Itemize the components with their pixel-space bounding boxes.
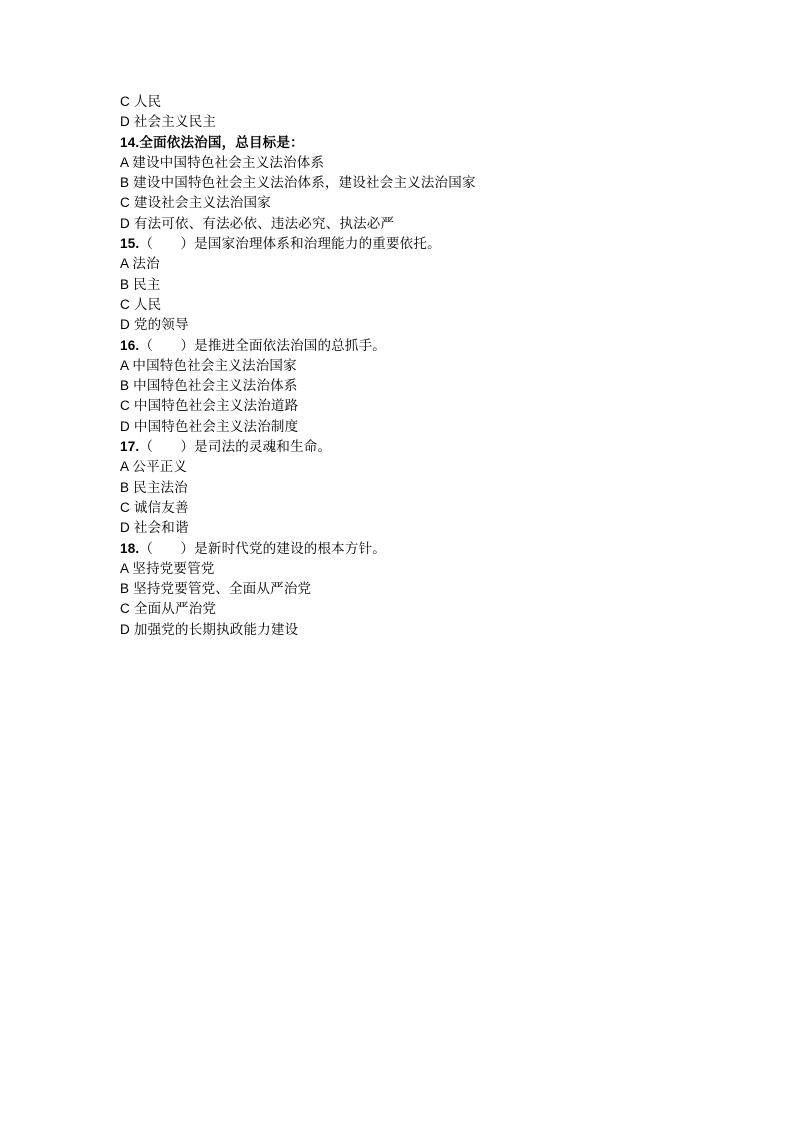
option-text: A 法治 bbox=[120, 256, 160, 272]
question-line bbox=[120, 437, 697, 457]
option-line bbox=[120, 193, 697, 213]
option-line bbox=[120, 173, 697, 193]
option-text: D 社会和谐 bbox=[120, 520, 189, 536]
option-line bbox=[120, 376, 697, 396]
option-text: A 坚持党要管党 bbox=[120, 560, 215, 576]
option-text: C 诚信友善 bbox=[120, 499, 189, 515]
option-text: A 建设中国特色社会主义法治体系 bbox=[120, 154, 325, 170]
option-text: D 有法可依、有法必依、违法必究、执法必严 bbox=[120, 215, 395, 231]
option-text: D 党的领导 bbox=[120, 317, 189, 333]
document-body bbox=[120, 92, 697, 640]
option-line bbox=[120, 417, 697, 437]
option-text: B 民主 bbox=[120, 276, 161, 292]
option-line bbox=[120, 620, 697, 640]
option-line bbox=[120, 254, 697, 274]
option-text: D 中国特色社会主义法治制度 bbox=[120, 418, 299, 434]
option-line bbox=[120, 356, 697, 376]
question-line bbox=[120, 234, 697, 254]
option-text: D 社会主义民主 bbox=[120, 114, 217, 130]
question-line bbox=[120, 133, 697, 153]
question-line bbox=[120, 336, 697, 356]
option-line bbox=[120, 579, 697, 599]
question-number: 18. bbox=[120, 540, 140, 556]
option-line bbox=[120, 153, 697, 173]
option-text: B 民主法治 bbox=[120, 479, 188, 495]
option-line bbox=[120, 457, 697, 477]
option-text: A 中国特色社会主义法治国家 bbox=[120, 357, 297, 373]
option-line bbox=[120, 92, 697, 112]
option-line bbox=[120, 315, 697, 335]
option-line bbox=[120, 214, 697, 234]
question-number: 16. bbox=[120, 337, 140, 353]
option-line bbox=[120, 396, 697, 416]
question-text: （ ）是新时代党的建设的根本方针。 bbox=[139, 540, 386, 556]
option-text: B 建设中国特色社会主义法治体系，建设社会主义法治国家 bbox=[120, 175, 476, 191]
option-text: A 公平正义 bbox=[120, 459, 188, 475]
option-line bbox=[120, 498, 697, 518]
question-text: （ ）是国家治理体系和治理能力的重要依托。 bbox=[139, 236, 441, 252]
option-text: B 中国特色社会主义法治体系 bbox=[120, 378, 298, 394]
option-line bbox=[120, 599, 697, 619]
question-number: 15. bbox=[120, 236, 140, 252]
option-line bbox=[120, 295, 697, 315]
option-line bbox=[120, 559, 697, 579]
question-number: 17. bbox=[120, 439, 140, 455]
question-text: （ ）是司法的灵魂和生命。 bbox=[139, 439, 332, 455]
question-number: 14. bbox=[120, 134, 140, 150]
option-text: D 加强党的长期执政能力建设 bbox=[120, 621, 299, 637]
question-text: （ ）是推进全面依法治国的总抓手。 bbox=[139, 337, 386, 353]
option-text: C 人民 bbox=[120, 94, 162, 109]
option-text: C 人民 bbox=[120, 296, 162, 312]
option-line bbox=[120, 275, 697, 295]
option-text: C 全面从严治党 bbox=[120, 601, 217, 617]
option-line bbox=[120, 112, 697, 132]
option-text: B 坚持党要管党、全面从严治党 bbox=[120, 581, 312, 597]
option-text: C 建设社会主义法治国家 bbox=[120, 195, 271, 211]
option-line bbox=[120, 478, 697, 498]
option-line bbox=[120, 518, 697, 538]
question-text: 全面依法治国，总目标是： bbox=[139, 134, 304, 150]
option-text: C 中国特色社会主义法治道路 bbox=[120, 398, 299, 414]
question-line bbox=[120, 539, 697, 559]
